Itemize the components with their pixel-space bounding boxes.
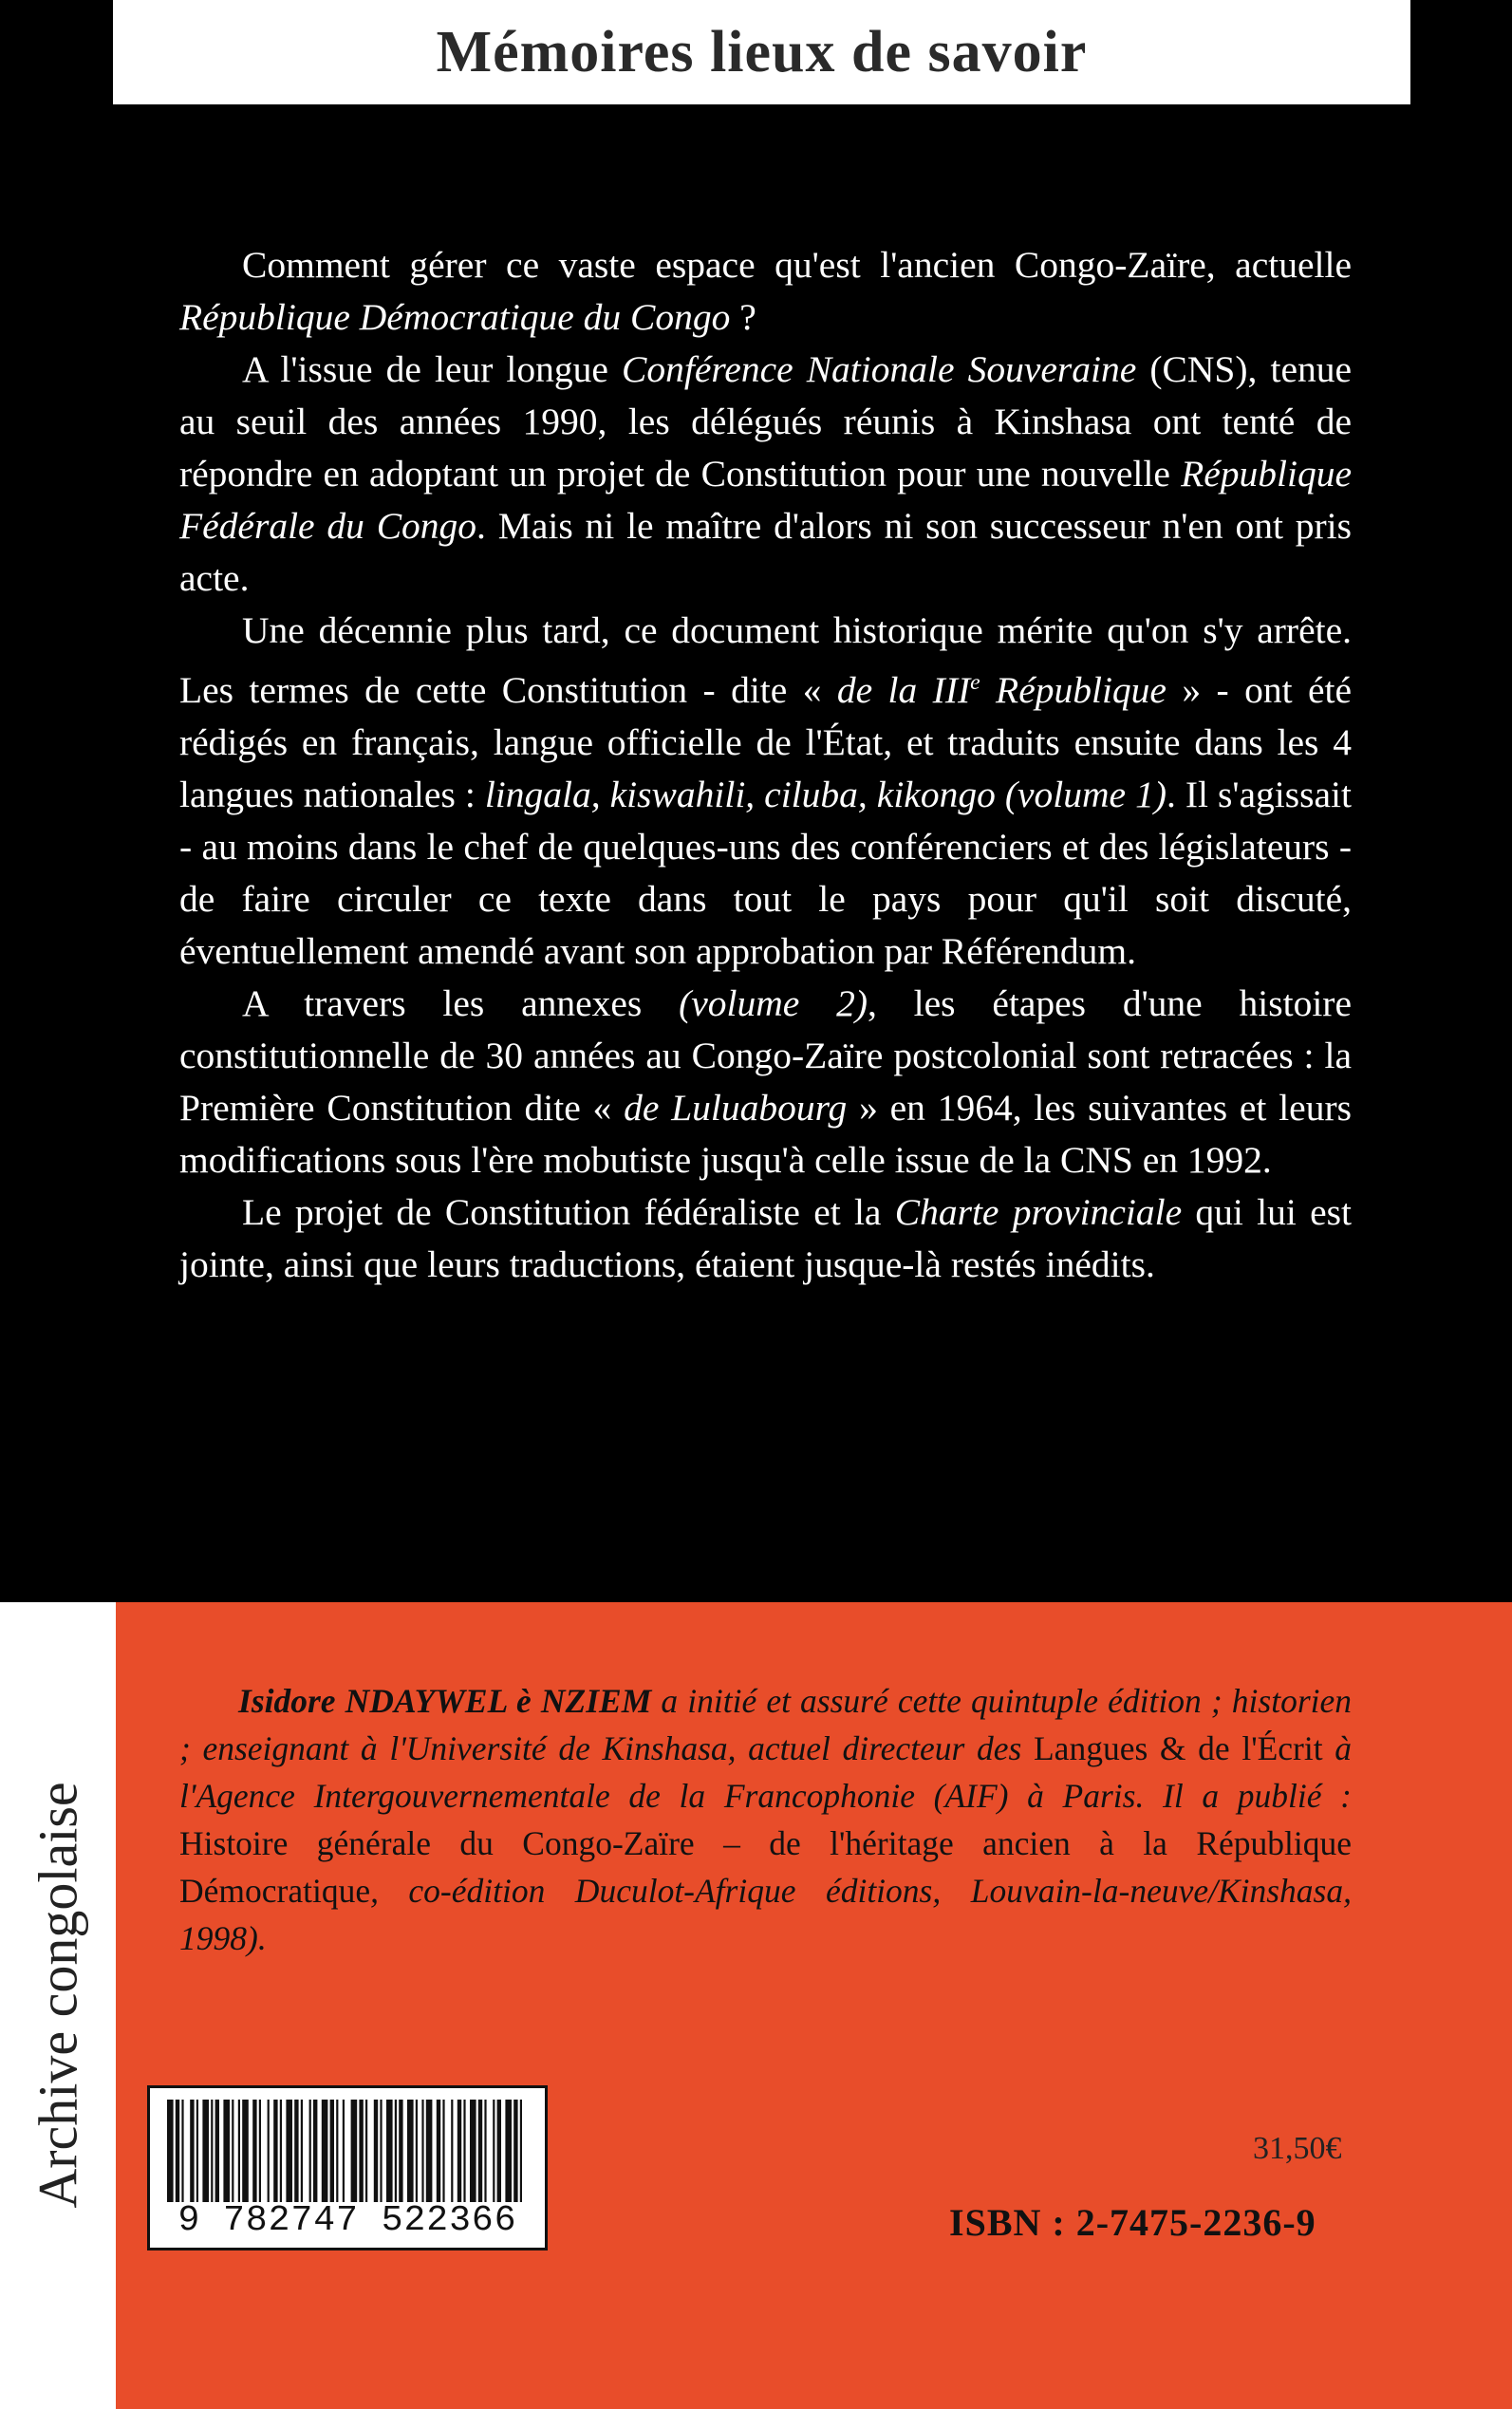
barcode-bar [211, 2100, 213, 2202]
author-bio [179, 1677, 1352, 1962]
barcode-bar [273, 2100, 277, 2202]
barcode-bar [190, 2100, 194, 2202]
barcode-bar [181, 2100, 183, 2202]
text-run: République Fédérale du Congo [179, 453, 1352, 547]
series-spine-label: Archive congolaise [27, 1782, 89, 2209]
text-run: Comment gérer ce vaste espace qu'est l'ancien Congo-Zaïre, actuelle [242, 244, 1352, 286]
blurb-paragraph [179, 1186, 1352, 1291]
barcode-bar [416, 2100, 418, 2202]
text-run: de la III [836, 669, 971, 712]
text-run: République [980, 669, 1167, 712]
text-run: » en 1964, les suivantes et leurs modifications sous l'ère mobutiste jusqu'à celle issue de la CNS en 1992. [179, 1087, 1352, 1182]
barcode-bar [426, 2100, 433, 2202]
blurb-text [179, 239, 1352, 1291]
text-run: . Il s'agissait - au moins dans le chef de quelques-uns des conférenciers et des législateurs - de faire circuler ce texte dans tout le pays pour qu'il soit discuté, éventuellement amendé avant son approbation par Référendum. [179, 774, 1353, 973]
barcode-bar [359, 2100, 363, 2202]
barcode-bar [421, 2100, 423, 2202]
barcode-bar [223, 2100, 230, 2202]
series-title: Mémoires lieux de savoir [436, 19, 1088, 84]
barcode-bar [451, 2100, 453, 2202]
barcode-bar [437, 2100, 440, 2202]
text-run: . Mais ni le maître d'alors ni son successeur n'en ont pris acte. [179, 505, 1352, 599]
text-run: République Démocratique du Congo [179, 296, 731, 338]
barcode-bar [442, 2100, 444, 2202]
barcode [147, 2085, 548, 2250]
barcode-bar [268, 2100, 270, 2202]
blurb-paragraph [179, 978, 1352, 1186]
text-run: de Luluabourg [624, 1087, 848, 1130]
barcode-bar [280, 2100, 282, 2202]
text-run: (volume 2) [679, 982, 868, 1025]
barcode-bar [238, 2100, 240, 2202]
bio-run: Histoire générale du Congo-Zaïre – de l'héritage ancien à la République Démocratique [179, 1824, 1352, 1910]
price: 31,50€ [1253, 2131, 1342, 2166]
text-run: , les étapes d'une histoire constitutionnelle de 30 années au Congo-Zaïre postcolonial sont retracées : la Première Constitution dite « [179, 982, 1352, 1130]
barcode-bar [520, 2100, 522, 2202]
barcode-bar [313, 2100, 317, 2202]
barcode-bar [330, 2100, 334, 2202]
text-run: lingala, kiswahili, ciluba, kikongo (volume 1) [484, 774, 1167, 816]
barcode-bar [232, 2100, 233, 2202]
barcode-bar [478, 2100, 482, 2202]
text-run: Charte provinciale [894, 1191, 1183, 1234]
barcode-bar [513, 2100, 517, 2202]
text-run: Une décennie plus tard, ce document historique mérite qu'on s'y arrête. Les termes de cette Constitution - dite « [179, 609, 1352, 712]
text-run: Conférence Nationale Souveraine [622, 348, 1137, 390]
barcode-bar [309, 2100, 311, 2202]
text-run: (CNS), tenue au seuil des années 1990, les délégués réunis à Kinshasa ont tenté de répondre en adoptant un projet de Constitution pour une nouvelle [179, 348, 1353, 495]
series-banner [113, 0, 1410, 104]
bio-run: Isidore NDAYWEL è NZIEM [238, 1682, 652, 1720]
blurb-paragraph [179, 344, 1352, 605]
text-run: » - ont été rédigés en français, langue officielle de l'État, et traduits ensuite dans les 4 langues nationales : [179, 669, 1352, 816]
text-run: ? [730, 296, 756, 338]
barcode-bar [493, 2100, 495, 2202]
barcode-bar [286, 2100, 292, 2202]
text-run: A l'issue de leur longue [242, 348, 623, 390]
bio-run: Langues & de l'Écrit [1034, 1729, 1323, 1767]
barcode-bar [294, 2100, 298, 2202]
barcode-bar [365, 2100, 367, 2202]
barcode-bar [252, 2100, 256, 2202]
barcode-bar [343, 2100, 345, 2202]
barcode-bar [301, 2100, 303, 2202]
barcode-bar [374, 2100, 378, 2202]
isbn: ISBN : 2-7475-2236-9 [949, 2201, 1316, 2244]
barcode-bar [351, 2100, 358, 2202]
bio-run: a initié et assuré cette quintuple édition ; historien ; enseignant à l'Université de Kinshasa, actuel directeur des [179, 1682, 1353, 1767]
barcode-bar [202, 2100, 209, 2202]
barcode-bar [196, 2100, 198, 2202]
barcode-bar [176, 2100, 179, 2202]
barcode-bar [259, 2100, 261, 2202]
barcode-bar [167, 2100, 174, 2202]
barcode-bar [470, 2100, 476, 2202]
barcode-bar [336, 2100, 338, 2202]
barcode-bars [167, 2100, 528, 2202]
text-run: qui lui est jointe, ainsi que leurs traductions, étaient jusque-là restés inédits. [179, 1191, 1352, 1286]
barcode-bar [463, 2100, 465, 2202]
barcode-bar [322, 2100, 328, 2202]
barcode-digits: 9 782747 522366 [177, 2200, 517, 2241]
barcode-bar [497, 2100, 501, 2202]
barcode-bar [484, 2100, 486, 2202]
barcode-bar [395, 2100, 397, 2202]
text-run: e [970, 670, 980, 695]
barcode-bar [215, 2100, 219, 2202]
bio-run: , co-édition Duculot-Afrique éditions, Louvain-la-neuve/Kinshasa, 1998). [179, 1872, 1352, 1957]
author-bio-paragraph [179, 1677, 1352, 1962]
bio-run: à l'Agence Intergouvernementale de la Francophonie (AIF) à Paris. Il a publié : [179, 1729, 1352, 1815]
text-run: A travers les annexes [242, 982, 680, 1025]
blurb-paragraph [179, 605, 1352, 978]
barcode-bar [386, 2100, 393, 2202]
barcode-bar [242, 2100, 249, 2202]
barcode-bar [505, 2100, 512, 2202]
barcode-bar [399, 2100, 402, 2202]
barcode-bar [407, 2100, 414, 2202]
blurb-paragraph [179, 239, 1352, 344]
text-run: Le projet de Constitution fédéraliste et la [242, 1191, 895, 1234]
barcode-bar [457, 2100, 461, 2202]
barcode-bar [380, 2100, 382, 2202]
